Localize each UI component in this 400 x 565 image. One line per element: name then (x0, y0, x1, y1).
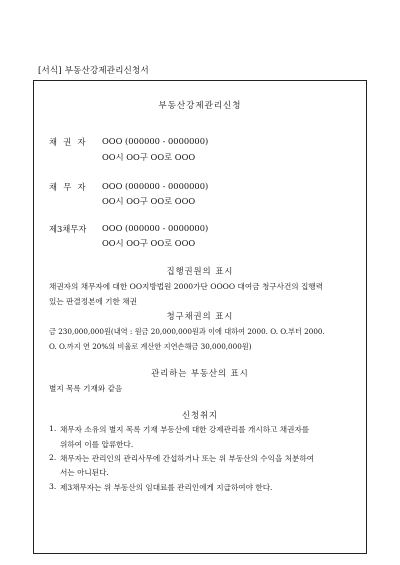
purpose-heading: 신청취지 (181, 410, 219, 420)
debtor-label: 채 무 자 (49, 182, 88, 192)
property-text: 별지 목록 기재와 같음 (49, 384, 123, 393)
form-label: [서식] 부동산강제관리신청서 (38, 66, 149, 76)
purpose-item-number: 2. (49, 453, 57, 462)
purpose-item-2-line-2: 서는 아니된다. (60, 468, 109, 477)
claim-line-1: 금 230,000,000원(내역 : 원금 20,000,000원과 이에 대하여 2000. O. O.부터 2000. (49, 327, 325, 336)
purpose-item-number: 3. (49, 482, 57, 491)
purpose-item-2-line-1: 채무자는 관리인의 관리사무에 간섭하거나 또는 위 부동산의 수익을 처분하여 (60, 454, 315, 463)
claim-line-2: O. O.까지 연 20%의 비율로 계산한 지연손해금 30,000,000원) (49, 342, 252, 351)
debtor-id: OOO (000000 - 0000000) (102, 181, 209, 191)
debtor-address: OO시 OO구 OO로 OOO (102, 196, 196, 206)
third-debtor-address: OO시 OO구 OO로 OOO (102, 238, 196, 248)
purpose-item-1-line-2: 위하여 이를 압류한다. (60, 440, 134, 449)
third-debtor-id: OOO (000000 - 0000000) (102, 223, 209, 233)
property-heading: 관리하는 부동산의 표시 (151, 368, 249, 378)
creditor-id: OOO (000000 - 0000000) (102, 136, 209, 146)
enforcement-line-2: 있는 판결정본에 기한 채권 (49, 297, 137, 306)
purpose-item-3-line-1: 제3채무자는 위 부동산의 임대료를 관리인에게 지급하여야 한다. (60, 483, 273, 492)
purpose-item-1-line-1: 채무자 소유의 별지 목록 기재 부동산에 대한 강제관리를 개시하고 채권자를 (60, 425, 310, 434)
enforcement-line-1: 채권자의 채무자에 대한 OO지방법원 2000가단 OOOO 대여금 청구사건의 집행력 (49, 282, 324, 291)
creditor-address: OO시 OO구 OO로 OOO (102, 152, 196, 162)
document-title: 부동산강제관리신청 (158, 101, 242, 111)
creditor-label: 채 권 자 (49, 137, 88, 147)
claim-heading: 청구채권의 표시 (166, 311, 234, 321)
purpose-item-number: 1. (49, 424, 57, 433)
enforcement-heading: 집행권원의 표시 (166, 266, 234, 276)
third-debtor-label: 제3채무자 (49, 224, 87, 234)
